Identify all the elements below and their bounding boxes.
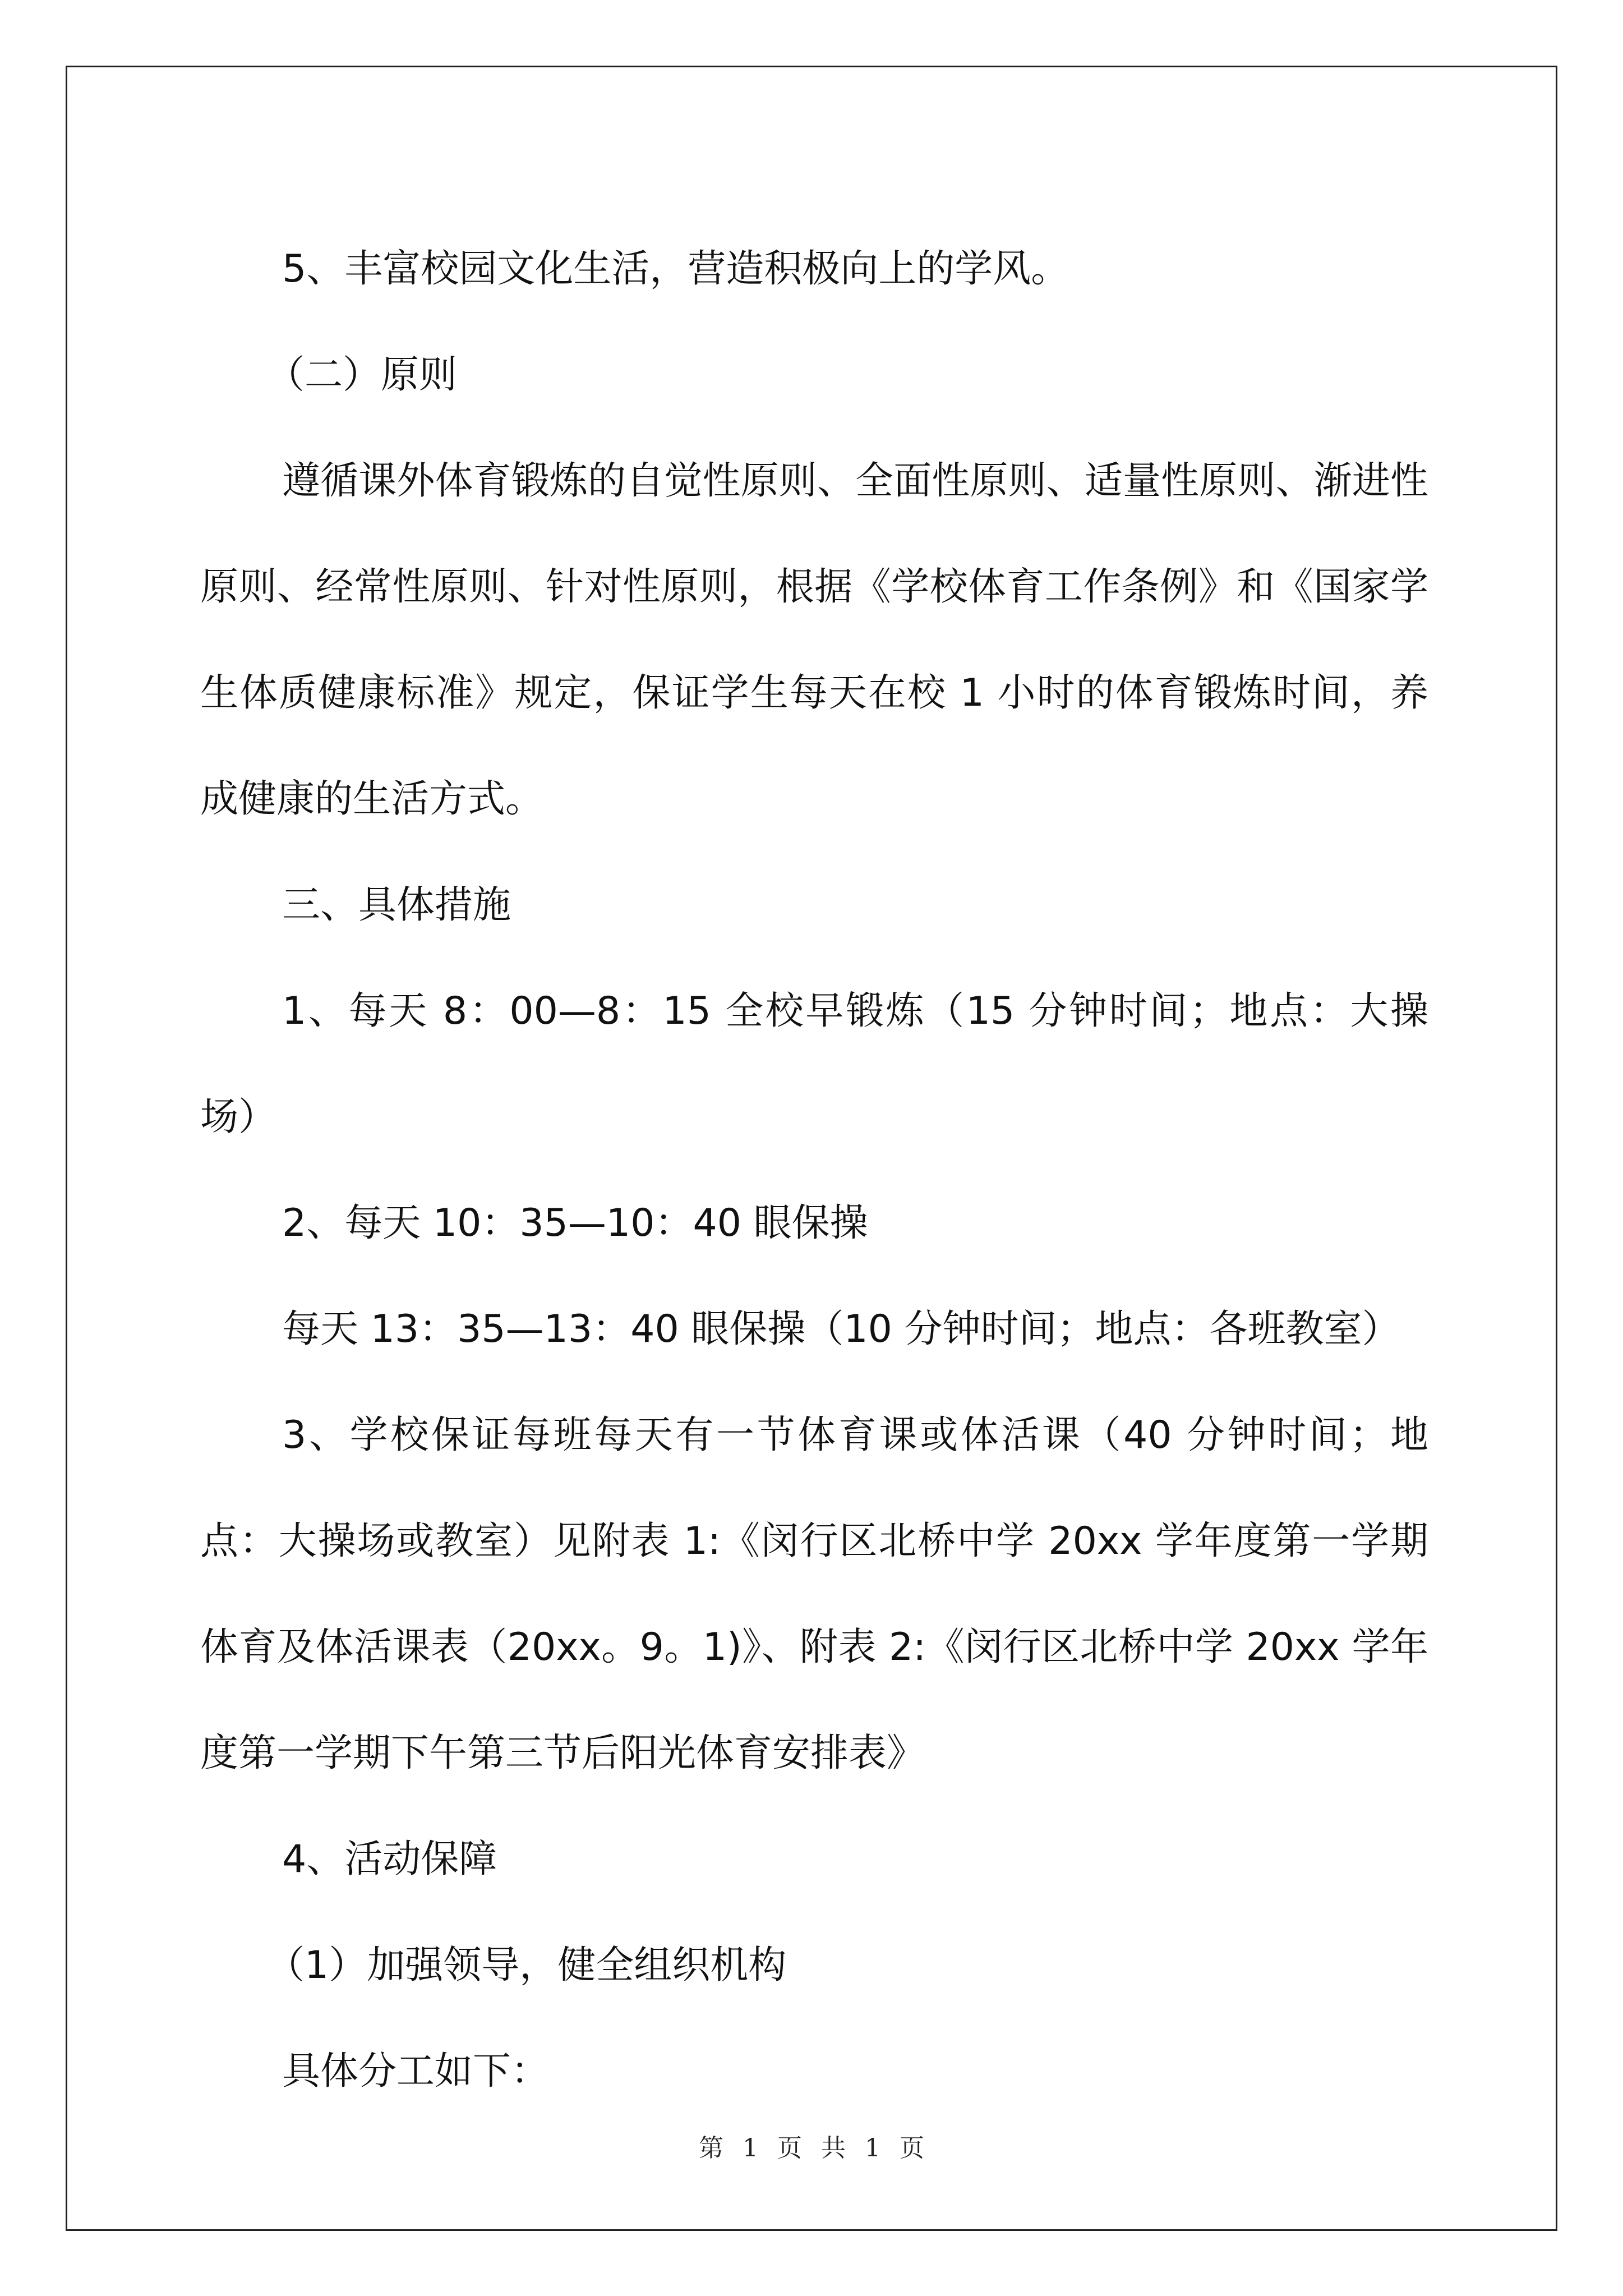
- paragraph-morning-exercise: 1、每天 8：00—8：15 全校早锻炼（15 分钟时间；地点：大操场）: [200, 989, 1428, 1139]
- page-footer: 第 1 页 共 1 页: [699, 2134, 924, 2162]
- document-body: [200, 216, 1428, 2124]
- heading-principles: （二）原则: [266, 353, 458, 397]
- heading-leadership: （1）加强领导，健全组织机构: [266, 1943, 787, 1987]
- heading-measures: 三、具体措施: [282, 883, 511, 927]
- paragraph-division-of-work: 具体分工如下：: [282, 2049, 550, 2093]
- paragraph-pe-class: 3、学校保证每班每天有一节体育课或体活课（40 分钟时间；地点：大操场或教室）见附表 1:《闵行区北桥中学 20xx 学年度第一学期体育及体活课表（20xx。9。1)》、附表 2:《闵行区北桥中学 20xx 学年度第一学期下午第三节后阳光体育安排表》: [200, 1413, 1428, 1775]
- paragraph-principles: 遵循课外体育锻炼的自觉性原则、全面性原则、适量性原则、渐进性原则、经常性原则、针对性原则，根据《学校体育工作条例》和《国家学生体质健康标准》规定，保证学生每天在校 1 小时的体育锻炼时间，养成健康的生活方式。: [200, 459, 1428, 821]
- paragraph-eye-exercise-morning: 2、每天 10：35—10：40 眼保操: [282, 1201, 868, 1245]
- heading-activity-guarantee: 4、活动保障: [282, 1837, 497, 1881]
- paragraph-eye-exercise-afternoon: 每天 13：35—13：40 眼保操（10 分钟时间；地点：各班教室）: [282, 1307, 1400, 1351]
- paragraph-goal-5: 5、丰富校园文化生活，营造积极向上的学风。: [282, 247, 1069, 291]
